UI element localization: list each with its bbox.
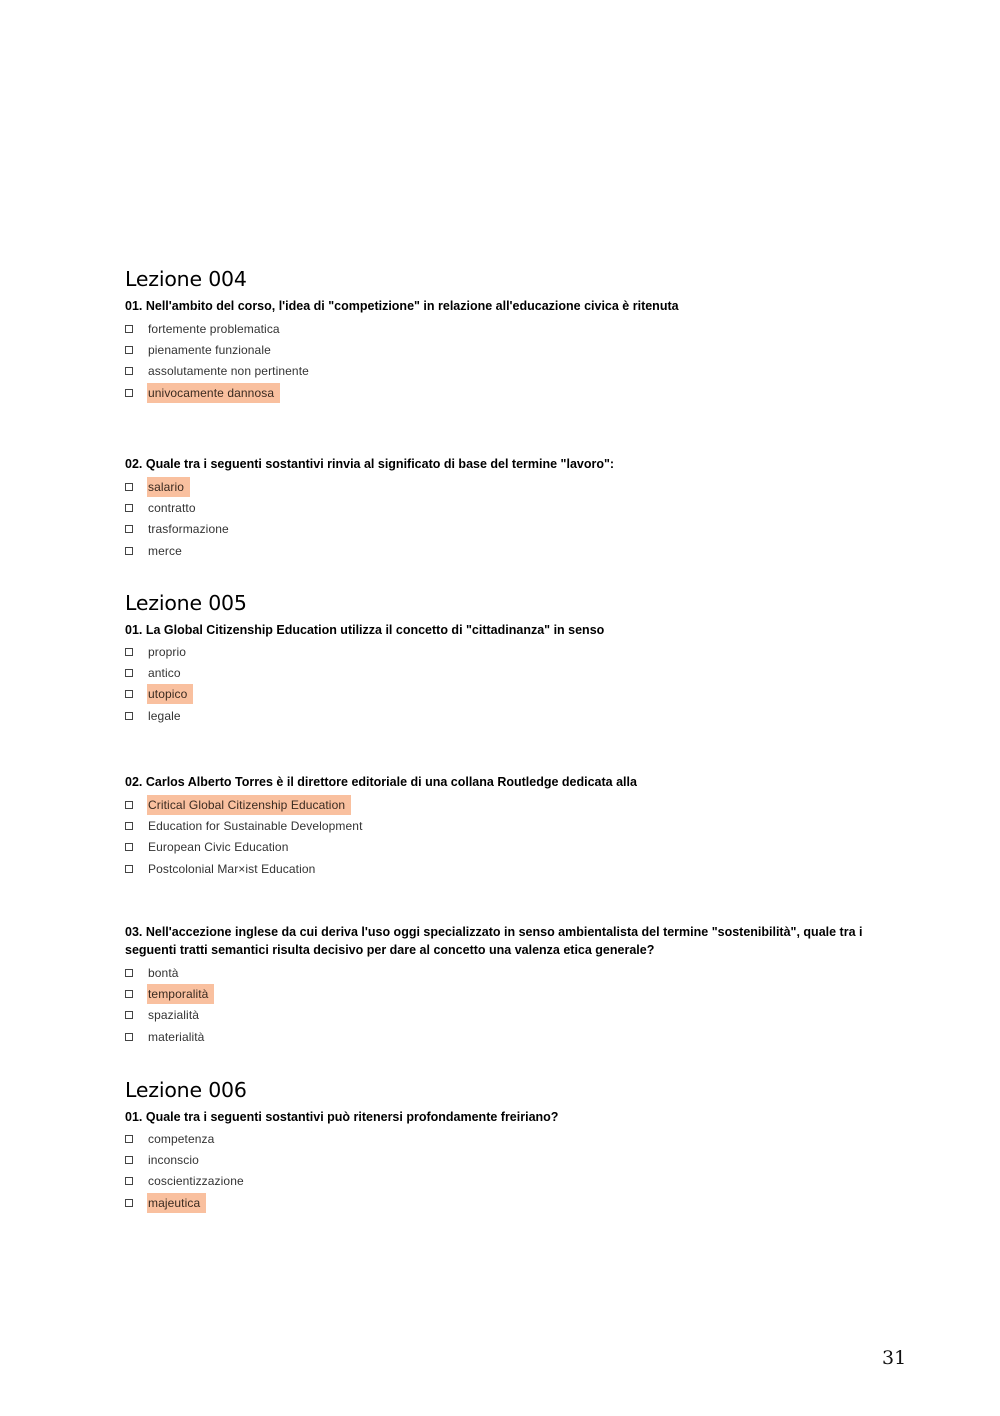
checkbox-icon[interactable] xyxy=(125,865,133,873)
checkbox-icon[interactable] xyxy=(125,525,133,533)
checkbox-icon[interactable] xyxy=(125,547,133,555)
answers-005-03 xyxy=(125,962,214,1047)
answer-option[interactable]: trasformazione xyxy=(125,519,235,540)
answer-option[interactable]: assolutamente non pertinente xyxy=(125,361,315,382)
answer-option-correct[interactable]: utopico xyxy=(125,684,193,705)
checkbox-icon[interactable] xyxy=(125,483,133,491)
checkbox-icon[interactable] xyxy=(125,389,133,397)
page-number: 31 xyxy=(882,1347,907,1369)
answer-option[interactable]: proprio xyxy=(125,641,193,662)
lesson-title-006: Lezione 006 xyxy=(125,1078,247,1102)
answer-option[interactable]: Postcolonial Mar×ist Education xyxy=(125,858,369,879)
answer-option[interactable]: bontà xyxy=(125,962,214,983)
answer-option[interactable]: pienamente funzionale xyxy=(125,339,315,360)
checkbox-icon[interactable] xyxy=(125,1177,133,1185)
answer-option[interactable]: merce xyxy=(125,540,235,561)
checkbox-icon[interactable] xyxy=(125,801,133,809)
answer-option[interactable]: coscientizzazione xyxy=(125,1171,250,1192)
question-005-02: 02. Carlos Alberto Torres è il direttore editoriale di una collana Routledge dedicata alla xyxy=(125,775,637,789)
answer-option[interactable]: spazialità xyxy=(125,1005,214,1026)
checkbox-icon[interactable] xyxy=(125,1033,133,1041)
question-005-01: 01. La Global Citizenship Education utilizza il concetto di "cittadinanza" in senso xyxy=(125,623,605,637)
checkbox-icon[interactable] xyxy=(125,843,133,851)
question-006-01: 01. Quale tra i seguenti sostantivi può ritenersi profondamente freiriano? xyxy=(125,1110,559,1124)
answer-option[interactable]: European Civic Education xyxy=(125,837,369,858)
question-004-01: 01. Nell'ambito del corso, l'idea di "competizione" in relazione all'educazione civica è ritenuta xyxy=(125,299,679,313)
checkbox-icon[interactable] xyxy=(125,1156,133,1164)
answer-option[interactable]: materialità xyxy=(125,1026,214,1047)
checkbox-icon[interactable] xyxy=(125,504,133,512)
answer-option-correct[interactable]: Critical Global Citizenship Education xyxy=(125,794,369,815)
answer-option-correct[interactable]: univocamente dannosa xyxy=(125,382,315,403)
checkbox-icon[interactable] xyxy=(125,1199,133,1207)
checkbox-icon[interactable] xyxy=(125,822,133,830)
lesson-title-004: Lezione 004 xyxy=(125,267,247,291)
checkbox-icon[interactable] xyxy=(125,346,133,354)
answers-004-02 xyxy=(125,476,235,561)
answers-006-01 xyxy=(125,1128,250,1213)
answer-option-correct[interactable]: temporalità xyxy=(125,983,214,1004)
answers-004-01 xyxy=(125,318,315,403)
checkbox-icon[interactable] xyxy=(125,990,133,998)
answer-option[interactable]: competenza xyxy=(125,1128,250,1149)
answers-005-02 xyxy=(125,794,369,879)
answer-option[interactable]: legale xyxy=(125,705,193,726)
answers-005-01 xyxy=(125,641,193,726)
checkbox-icon[interactable] xyxy=(125,367,133,375)
checkbox-icon[interactable] xyxy=(125,325,133,333)
question-005-03: 03. Nell'accezione inglese da cui deriva l'uso oggi specializzato in senso ambientalista del termine "sostenibilità", quale tra i seguenti tratti semantici risulta decisivo per dare al concetto una valenza etica generale? xyxy=(125,925,863,957)
checkbox-icon[interactable] xyxy=(125,669,133,677)
answer-option[interactable]: fortemente problematica xyxy=(125,318,315,339)
checkbox-icon[interactable] xyxy=(125,712,133,720)
lesson-title-005: Lezione 005 xyxy=(125,591,247,615)
answer-option-correct[interactable]: salario xyxy=(125,476,235,497)
answer-option[interactable]: Education for Sustainable Development xyxy=(125,815,369,836)
checkbox-icon[interactable] xyxy=(125,648,133,656)
answer-option[interactable]: contratto xyxy=(125,497,235,518)
answer-option[interactable]: inconscio xyxy=(125,1149,250,1170)
answer-option-correct[interactable]: majeutica xyxy=(125,1192,250,1213)
checkbox-icon[interactable] xyxy=(125,1135,133,1143)
answer-option[interactable]: antico xyxy=(125,662,193,683)
question-004-02: 02. Quale tra i seguenti sostantivi rinvia al significato di base del termine "lavoro": xyxy=(125,457,615,471)
checkbox-icon[interactable] xyxy=(125,1011,133,1019)
checkbox-icon[interactable] xyxy=(125,969,133,977)
checkbox-icon[interactable] xyxy=(125,690,133,698)
